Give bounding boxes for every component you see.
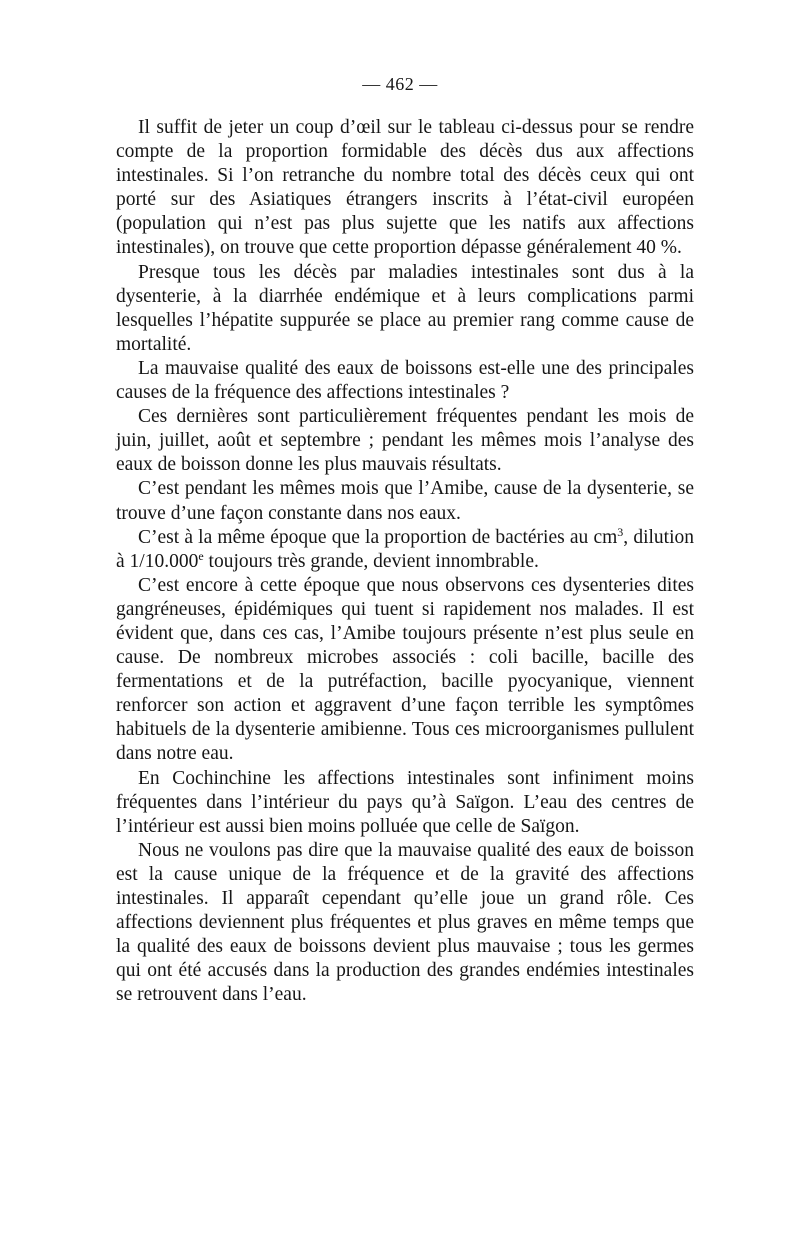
paragraph xyxy=(116,357,694,405)
text-run: , dilution à 1/10.000 xyxy=(116,526,694,572)
paragraph xyxy=(116,526,694,574)
text-run: toujours très grande, devient innombrable. xyxy=(203,550,539,572)
superscript: e xyxy=(198,548,204,563)
paragraph xyxy=(116,261,694,357)
text-run: C’est pendant les mêmes mois que l’Amibe, cause de la dysenterie, se trouve d’une façon constante dans nos eaux. xyxy=(116,478,694,524)
text-run: Presque tous les décès par maladies intestinales sont dus à la dysenterie, à la diarrhée endémique et à leurs complications parmi lesquelles l’hépatite suppurée se place au premier rang comme cause de mortalité. xyxy=(116,261,694,355)
page-number: — 462 — xyxy=(362,74,438,94)
paragraph xyxy=(116,477,694,525)
paragraph xyxy=(116,839,694,1008)
paragraph xyxy=(116,574,694,767)
text-run: Nous ne voulons pas dire que la mauvaise qualité des eaux de boisson est la cause unique de la fréquence et de la gravité des affections intestinales. Il apparaît cependant qu’elle joue un grand rôle. Ces affections deviennent plus fréquentes et plus graves en même temps que la qualité des eaux de boissons devient plus mauvaise ; tous les germes qui ont été accusés dans la production des grandes endémies intestinales se retrouvent dans l’eau. xyxy=(116,839,694,1006)
paragraph xyxy=(116,116,694,261)
text-run: C’est encore à cette époque que nous observons ces dysenteries dites gangréneuses, épidémiques qui tuent si rapidement nos malades. Il est évident que, dans ces cas, l’Amibe toujours présente n’est plus seule en cause. De nombreux microbes associés : coli bacille, bacille des fermentations et de la putréfaction, bacille pyocyanique, viennent renforcer son action et aggravent d’une façon terrible les symptômes habituels de la dysenterie amibienne. Tous ces microorganismes pullulent dans notre eau. xyxy=(116,574,694,765)
paragraph xyxy=(116,767,694,839)
text-run: C’est à la même époque que la proportion de bactéries au cm xyxy=(138,526,618,548)
text-run: Ces dernières sont particulièrement fréquentes pendant les mois de juin, juillet, août et septembre ; pendant les mêmes mois l’analyse des eaux de boisson donne les plus mauvais résultats. xyxy=(116,406,694,476)
text-run: Il suffit de jeter un coup d’œil sur le tableau ci-dessus pour se rendre compte de la proportion formidable des décès dus aux affections intestinales. Si l’on retranche du nombre total des décès ceux qui ont porté sur des Asiatiques étrangers inscrits à l’état-civil européen (population qui n’est pas plus sujette que les natifs aux affections intestinales), on trouve que cette proportion dépasse généralement 40 %. xyxy=(116,117,694,259)
paragraph xyxy=(116,405,694,477)
body-text xyxy=(116,116,694,1007)
text-run: En Cochinchine les affections intestinales sont infiniment moins fréquentes dans l’intérieur du pays qu’à Saïgon. L’eau des centres de l’intérieur est aussi bien moins polluée que celle de Saïgon. xyxy=(116,767,694,837)
text-run: La mauvaise qualité des eaux de boissons est-elle une des principales causes de la fréquence des affections intestinales ? xyxy=(116,357,694,404)
superscript: 3 xyxy=(617,524,624,539)
